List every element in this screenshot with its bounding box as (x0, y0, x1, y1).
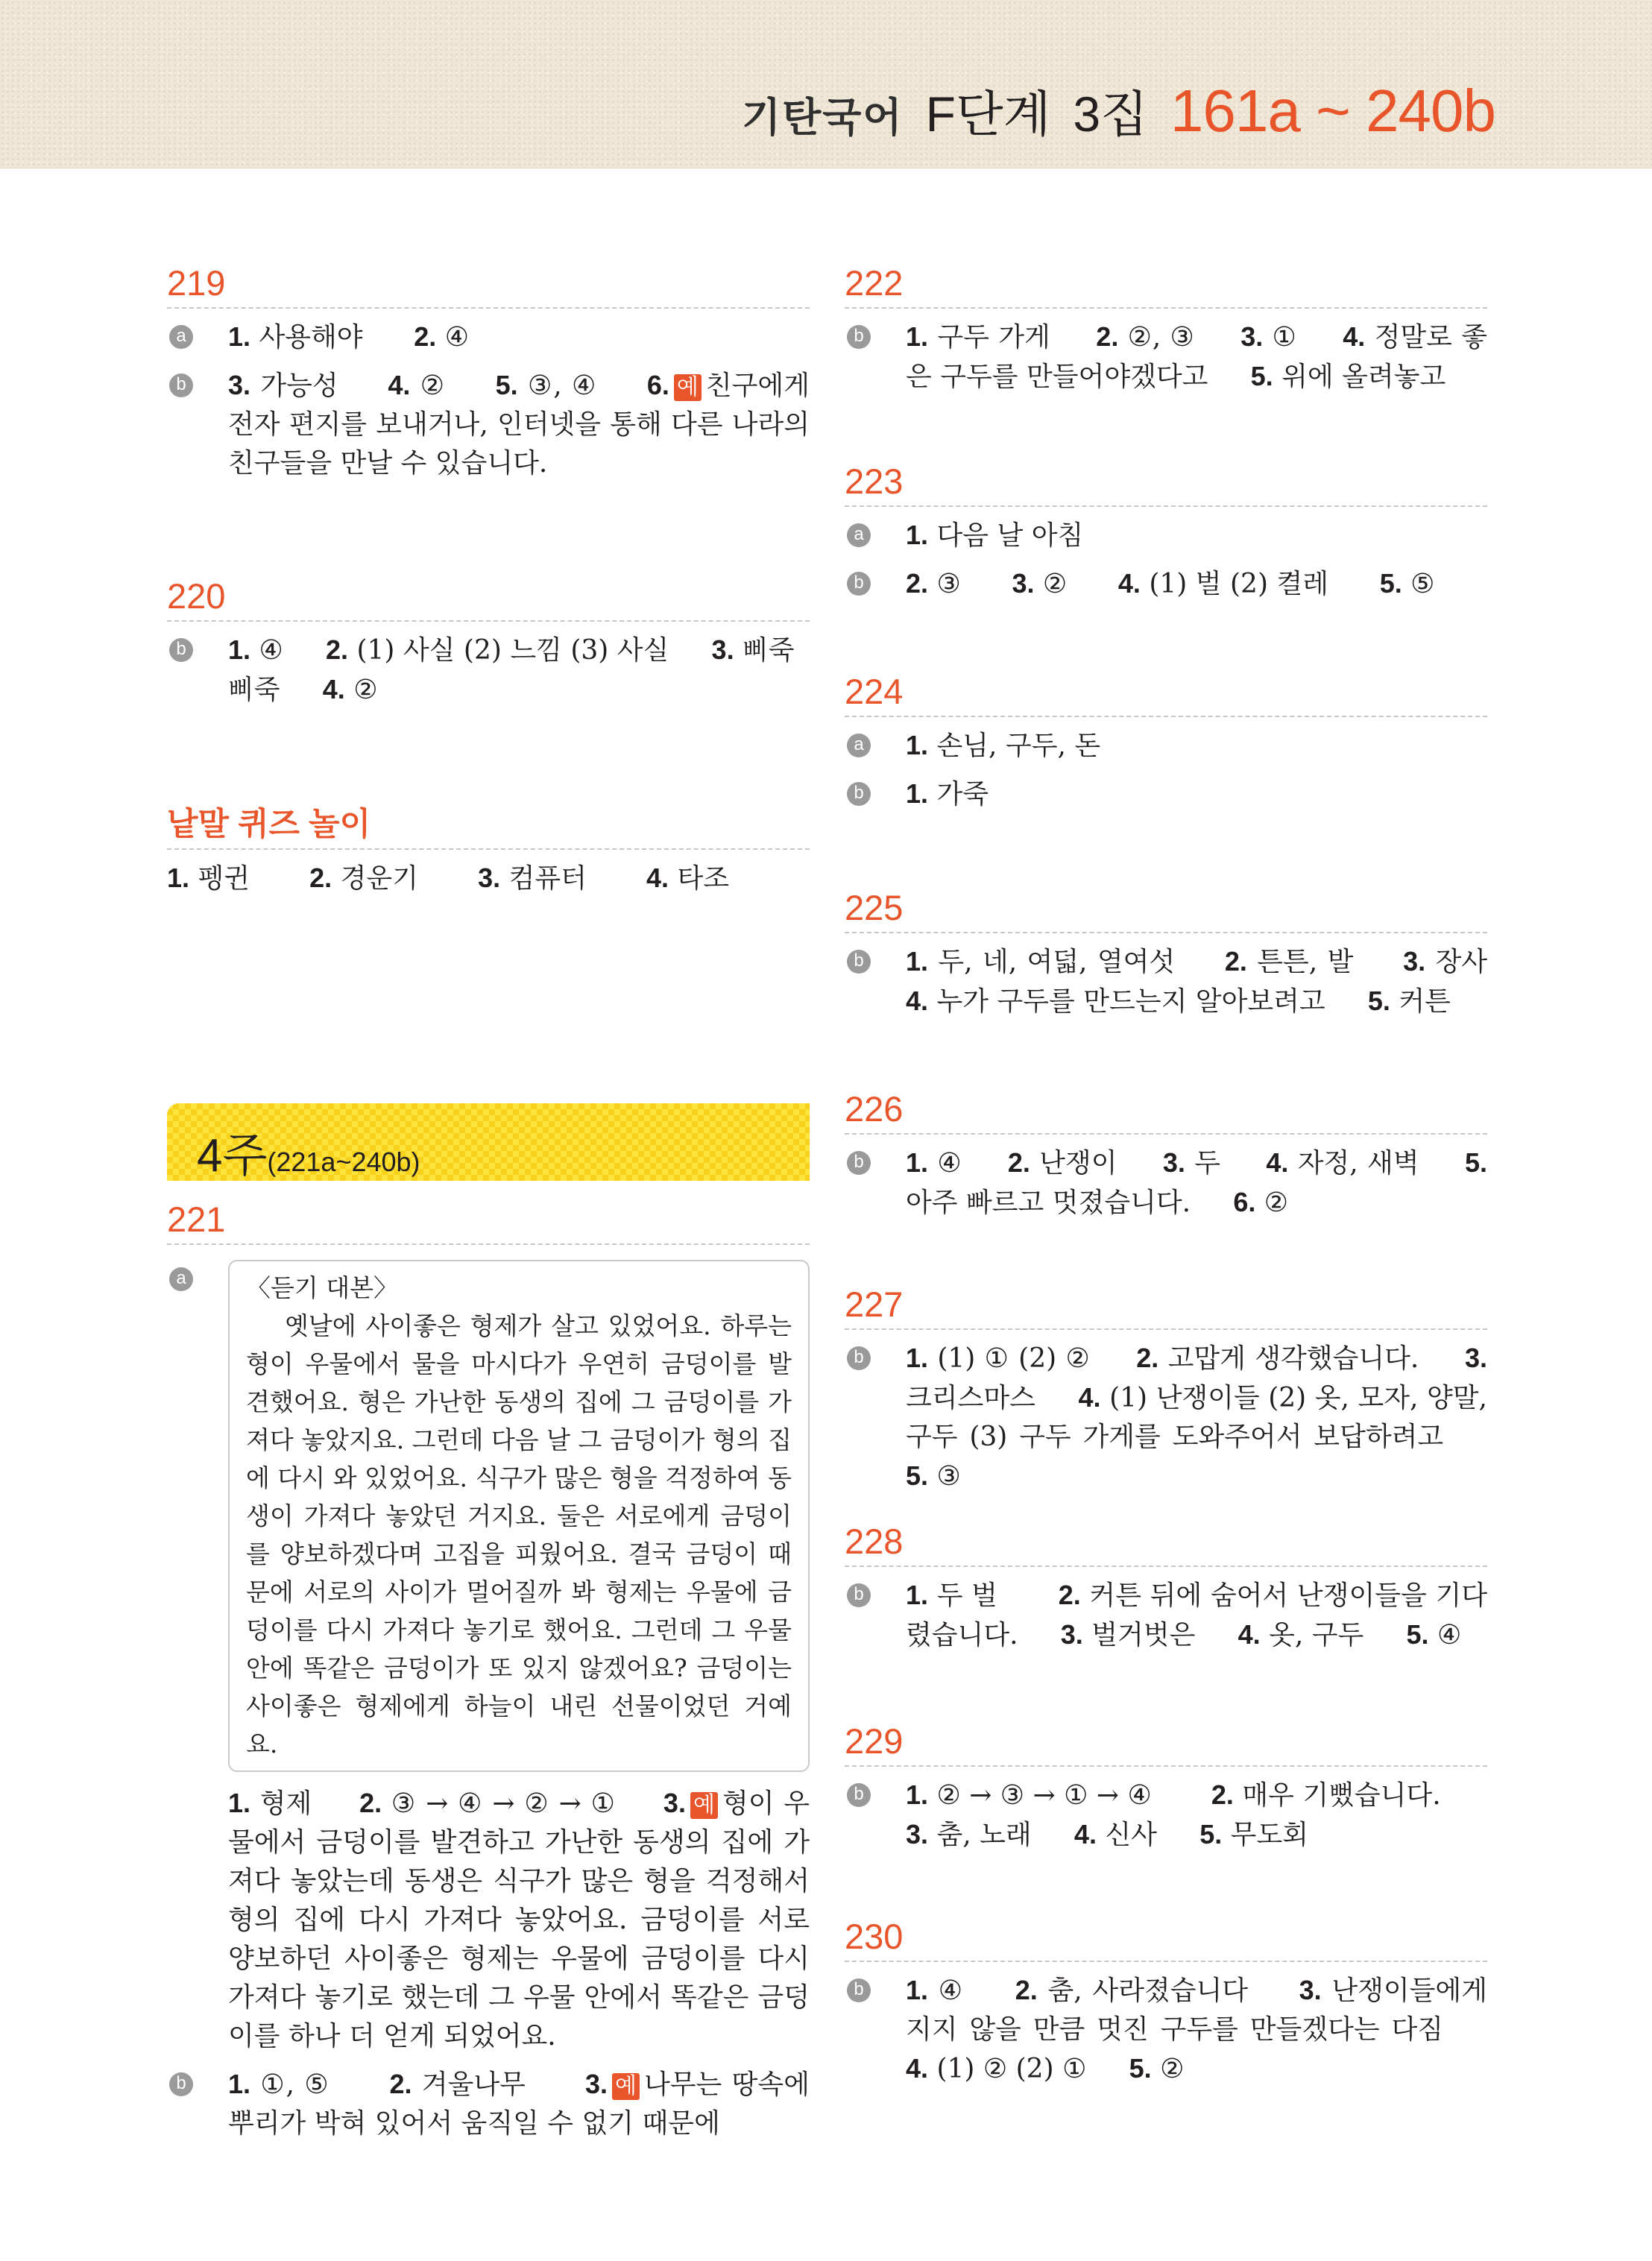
section-title: 낱말 퀴즈 놀이 (167, 807, 371, 842)
a-badge: a (169, 1267, 193, 1291)
example-badge: 예 (674, 374, 702, 401)
divider (167, 307, 810, 309)
section-number: 220 (167, 576, 226, 616)
answer-row-b: b 1. ④ 2. (1) 사실 (2) 느낌 (3) 사실 3. 삐죽삐죽 4. ② (167, 631, 810, 710)
section-number: 222 (845, 263, 904, 303)
brand-logo: 기탄국어 (741, 95, 904, 140)
section-225 (845, 887, 1487, 1021)
week-banner (167, 1103, 810, 1181)
section-number: 225 (845, 888, 904, 927)
b-badge: b (169, 373, 193, 397)
divider (845, 932, 1487, 933)
section-219 (167, 262, 810, 483)
section-number: 223 (845, 461, 904, 501)
example-badge: 예 (612, 2073, 640, 2100)
answer-row-b: b 1. 구두 가게 2. ②, ③ 3. ① 4. 정말로 좋은 구두를 만들어야겠다고 5. 위에 올려놓고 (845, 318, 1487, 397)
answer-row-a (167, 1260, 810, 1772)
answer-row-b: b 1. ④ 2. 난쟁이 3. 두 4. 자정, 새벽 5. 아주 빠르고 멋졌습니다. 6. ② (845, 1144, 1487, 1223)
answer-row-b: b 1. 두, 네, 여덟, 열여섯 2. 튼튼, 발 3. 장사 4. 누가 구두를 만드는지 알아보려고 5. 커튼 (845, 942, 1487, 1021)
level-label: F단계 (925, 86, 1051, 142)
page-range: 161a ~ 240b (1170, 78, 1495, 144)
answer-row-a: a 1. 다음 날 아침 (845, 516, 1487, 555)
section-number: 219 (167, 263, 226, 303)
section-number: 229 (845, 1721, 904, 1761)
section-226 (845, 1088, 1487, 1223)
divider (845, 1133, 1487, 1135)
divider (167, 1243, 810, 1245)
b-badge: b (847, 782, 871, 806)
word-quiz-section (167, 804, 810, 898)
script-text: 옛날에 사이좋은 형제가 살고 있었어요. 하루는 형이 우물에서 물을 마시다가 우연히 금덩이를 발견했어요. 형은 가난한 동생의 집에 그 금덩이를 가져다 놓았지요. 그런데 다음 날 그 금덩이가 형의 집에 다시 와 있었어요. 식구가 많은 형을 걱정하여 동생이 가져다 놓았던 거지요. 둘은 서로에게 금덩이를 양보하겠다며 고집을 피웠어요. 결국 금덩이 때문에 서로의 사이가 멀어질까 봐 형제는 우물에 금덩이를 다시 가져다 놓기로 했어요. 그런데 그 우물 안에 똑같은 금덩이가 또 있지 않겠어요? 금덩이는 사이좋은 형제에게 하늘이 내린 선물이었던 거예요. (246, 1311, 792, 1759)
section-230 (845, 1916, 1487, 2089)
divider (845, 1961, 1487, 1962)
a-badge: a (847, 523, 871, 547)
volume-label: 3집 (1073, 86, 1148, 142)
section-number: 230 (845, 1917, 904, 1956)
section-223 (845, 461, 1487, 604)
answer-row-a: a 1. 손님, 구두, 돈 (845, 726, 1487, 766)
b-badge: b (847, 1346, 871, 1370)
b-badge: b (847, 325, 871, 349)
answer-row-b: b 1. (1) ① (2) ② 2. 고맙게 생각했습니다. 3. 크리스마스 4. (1) 난쟁이들 (2) 옷, 모자, 양말, 구두 (3) 구두 가게를 도와주어서 보답하려고 5. ③ (845, 1339, 1487, 1496)
divider (845, 307, 1487, 309)
answer-row-b: b 3. 가능성 4. ② 5. ③, ④ 6. 예 친구에게 전자 편지를 보내거나, 인터넷을 통해 다른 나라의 친구들을 만날 수 있습니다. (167, 366, 810, 483)
divider (167, 620, 810, 622)
section-number: 228 (845, 1521, 904, 1561)
section-number: 227 (845, 1284, 904, 1324)
right-column (845, 0, 1487, 2261)
answer-row-b: b 1. 가죽 (845, 775, 1487, 814)
section-229 (845, 1721, 1487, 1855)
a-badge: a (847, 734, 871, 757)
b-badge: b (847, 950, 871, 974)
divider (845, 716, 1487, 717)
section-number: 224 (845, 672, 904, 711)
divider (167, 848, 810, 850)
answer-row-a-answers: 1. 형제 2. ③ → ④ → ② → ① 3. 예 형이 우물에서 금덩이를 발견하고 가난한 동생의 집에 가져다 놓았는데 동생은 식구가 많은 형을 걱정해서 형의 집에 다시 가져다 놓았어요. 금덩이를 서로 양보하던 사이좋은 형제는 우물에 금덩이를 다시 가져다 놓기로 했는데 그 우물 안에서 똑같은 금덩이를 하나 더 얻게 되었어요. (228, 1788, 810, 2052)
answer-row-b: b 1. ② → ③ → ① → ④ 2. 매우 기뻤습니다. 3. 춤, 노래 4. 신사 5. 무도회 (845, 1776, 1487, 1855)
listening-script-box (228, 1260, 810, 1772)
b-badge: b (169, 2072, 193, 2096)
section-227 (845, 1284, 1487, 1496)
b-badge: b (847, 1978, 871, 2002)
section-222 (845, 262, 1487, 397)
answer-row-b: b 1. 두 벌 2. 커튼 뒤에 숨어서 난쟁이들을 기다렸습니다. 3. 벌거벗은 4. 옷, 구두 5. ④ (845, 1576, 1487, 1655)
b-badge: b (847, 572, 871, 596)
quiz-answers: 1. 펭귄 2. 경운기 3. 컴퓨터 4. 타조 (167, 863, 730, 894)
a-badge: a (169, 325, 193, 349)
week-label: 4주(221a~240b) (197, 1130, 420, 1182)
answer-row-b: b 2. ③ 3. ② 4. (1) 벌 (2) 켤레 5. ⑤ (845, 564, 1487, 604)
section-228 (845, 1521, 1487, 1655)
b-badge: b (847, 1583, 871, 1607)
section-221 (167, 1199, 810, 2143)
script-title: 〈듣기 대본〉 (246, 1273, 399, 1302)
answer-row-b: b 1. ④ 2. 춤, 사라졌습니다 3. 난쟁이들에게 지지 않을 만큼 멋진 구두를 만들겠다는 다짐 4. (1) ② (2) ① 5. ② (845, 1971, 1487, 2089)
divider (845, 1328, 1487, 1330)
section-220 (167, 576, 810, 710)
section-number: 226 (845, 1089, 904, 1129)
divider (845, 1565, 1487, 1567)
b-badge: b (169, 638, 193, 662)
section-number: 221 (167, 1199, 226, 1239)
example-badge: 예 (690, 1792, 718, 1819)
answer-row-b: b 1. ①, ⑤ 2. 겨울나무 3. 예 나무는 땅속에 뿌리가 박혀 있어서 움직일 수 없기 때문에 (167, 2065, 810, 2143)
divider (845, 1765, 1487, 1767)
section-224 (845, 671, 1487, 814)
answer-row-a: a 1. 사용해야 2. ④ (167, 318, 810, 357)
b-badge: b (847, 1151, 871, 1175)
divider (845, 505, 1487, 507)
left-column (167, 0, 810, 2261)
b-badge: b (847, 1783, 871, 1807)
